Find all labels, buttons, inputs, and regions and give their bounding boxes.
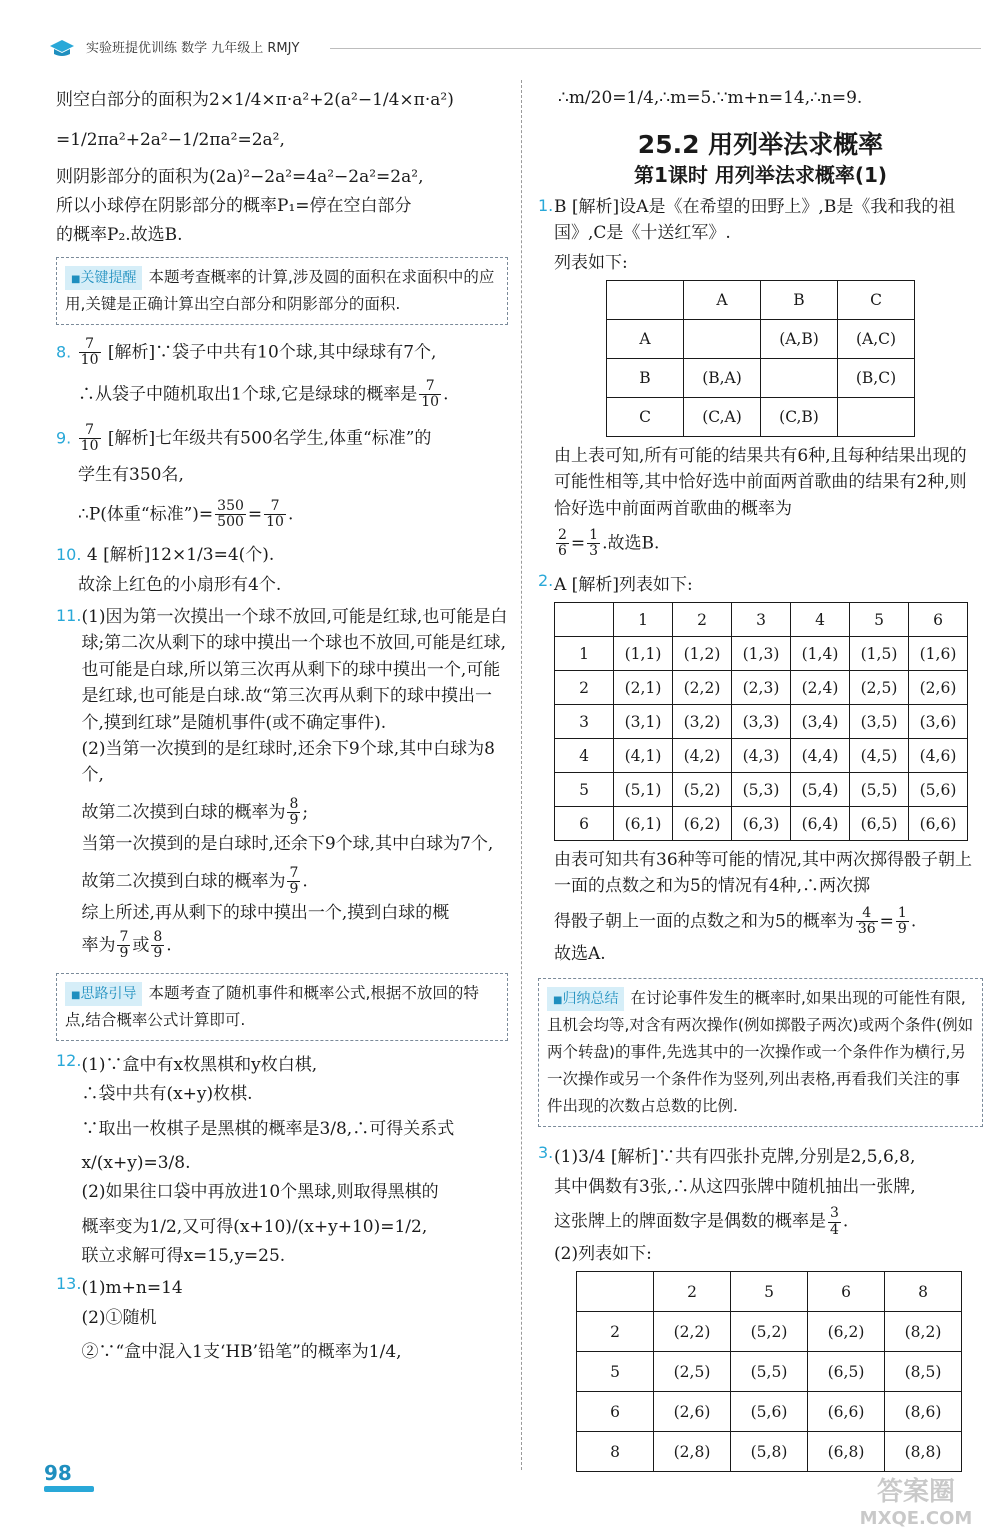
fraction: $\frac{1}{9}$	[897, 904, 907, 938]
text-line: x/(x+y)=3/8.	[81, 1152, 191, 1173]
table-cell: (2,5)	[654, 1352, 731, 1392]
header-rule	[330, 48, 981, 49]
table-cell: 5	[555, 773, 614, 807]
text-line: (2)如果往口袋中再放进10个黑球,则取得黑棋的	[81, 1182, 439, 1203]
question-8: 8. $\frac{7}{10}$ [解析]∵袋子中共有10个球,其中绿球有7个,	[56, 335, 437, 369]
text-line: 其中偶数有3张,∴从这四张牌中随机抽出一张牌,	[554, 1176, 916, 1197]
page-header	[0, 0, 1003, 70]
question-2: 2. A [解析]列表如下: 1 2 3 4 5 6 1 (1,1) (1,2) (1,3) (1,4) (1,5) (1,6) 2 (2,1) (2,2) (2,3) (2,4) (2,5) (2,6) 3 (3,1) (3,2) (3,3) (3,4) (3,5) (3,6) 4 (4,1) (4,2) (4,3) (4,4) (4,5) (4,6) 5 (5,1) (5,2) (5,3) (5,4) (5,5) (5,6) 6 (6,1) (6,2) (6,3) (6,4) (6,5) (6,6) 由表可知共有36种等可能的情况,其中两次掷得骰子朝上一面的点数之和为5的情况有4种,∴两次掷 得骰子朝上一面的点数之和为5的概率为 $\frac{4}{36}$ = $\frac{1}{9}$ . 故选A.	[538, 569, 983, 970]
text-line: 故第二次摸到白球的概率为 $\frac{8}{9}$ ;	[81, 795, 309, 828]
fraction: $\frac{1}{3}$	[589, 526, 599, 560]
page-number-bar	[44, 1486, 94, 1492]
table-cell: (2,2)	[654, 1312, 731, 1352]
table-cell: (5,6)	[731, 1392, 808, 1432]
question-13: 13. (1)m+n=14 (2)①随机 ②∵“盒中混入1支‘HB’铅笔”的概率为1/4,	[56, 1272, 508, 1368]
table-cell: (1,6)	[909, 637, 968, 671]
text-line: 学生有350名,	[78, 465, 184, 486]
section-title: 25.2 用列举法求概率	[637, 130, 884, 160]
text-line: 故涂上红色的小扇形有4个.	[78, 574, 282, 595]
fraction: $\frac{7}{10}$	[266, 497, 284, 531]
text-line: 联立求解可得x=15,y=25.	[81, 1245, 286, 1266]
table-cell: (6,2)	[673, 807, 732, 841]
table-row	[607, 358, 915, 397]
table-cell: 2	[555, 671, 614, 705]
text-line: 故选A.	[554, 943, 606, 964]
fraction: $\frac{2}{6}$	[558, 526, 567, 560]
table-cell: (5,8)	[731, 1432, 808, 1472]
table-cell: (5,1)	[614, 773, 673, 807]
summary-note	[538, 978, 983, 1128]
table-cell	[577, 1272, 654, 1312]
table-cell: 6	[808, 1272, 885, 1312]
table-cell: (5,3)	[732, 773, 791, 807]
table-row	[555, 739, 968, 773]
table-cell: (6,3)	[732, 807, 791, 841]
outcome-table-dice	[554, 602, 968, 841]
table-cell: 6	[577, 1392, 654, 1432]
text-block: (1)因为第一次摸出一个球不放回,可能是红球,也可能是白球;第二次从剩下的球中摸出一个球也不放回,可能是红球,也可能是白球,所以第三次再从剩下的球中摸出一个,可能是红球,也可能是白球.故“第三次再从剩下的球中摸出一个,摸到红球”是随机事件(或不确定事件).	[81, 607, 508, 733]
table-cell: 6	[909, 603, 968, 637]
table-cell: 1	[614, 603, 673, 637]
book-logo-icon	[48, 38, 76, 58]
book-title: 实验班提优训练 数学 九年级上 RMJY	[86, 41, 300, 56]
table-row	[607, 319, 915, 358]
table-cell: 3	[555, 705, 614, 739]
text-line: ∴m/20=1/4,∴m=5.∵m+n=14,∴n=9.	[558, 88, 863, 108]
text-line: 列表如下:	[554, 252, 628, 273]
table-cell: (A,B)	[761, 319, 838, 358]
table-cell	[555, 603, 614, 637]
question-1: 1. B [解析]设A是《在希望的田野上》,B是《我和我的祖国》,C是《十送红军》. 列表如下: A B C A (A,B) (A,C) B (B,A) (B,C) C (C,A) (C,B) 由上表可知,所有可能的结果共有6种,且每种结果出现的可能性相等,其中恰好选中前面两首歌曲的结果有2种,则恰好选中前面两首歌曲的概率为 $\frac{2}{6}$ = $\frac{1}{3}$ .故选B.	[538, 194, 983, 563]
table-cell: 2	[673, 603, 732, 637]
table-row	[577, 1392, 962, 1432]
text-line: ∴P(体重“标准”)= $\frac{350}{500}$ = $\frac{7}{10}$ .	[78, 497, 294, 531]
table-cell: (6,5)	[808, 1352, 885, 1392]
table-cell: (8,6)	[885, 1392, 962, 1432]
text-block: 由表可知共有36种等可能的情况,其中两次掷得骰子朝上一面的点数之和为5的情况有4种,∴两次掷	[554, 850, 973, 897]
table-cell: (2,3)	[732, 671, 791, 705]
table-cell: 3	[732, 603, 791, 637]
table-cell: 4	[791, 603, 850, 637]
table-cell	[684, 319, 761, 358]
table-cell: (B,C)	[838, 358, 915, 397]
table-cell: (4,2)	[673, 739, 732, 773]
table-cell: (4,4)	[791, 739, 850, 773]
note-tag: ■ 思路引导	[65, 982, 142, 1007]
right-column	[538, 75, 983, 1478]
table-row	[555, 637, 968, 671]
table-cell: (B,A)	[684, 358, 761, 397]
note-tag: ■ 归纳总结	[547, 987, 624, 1012]
text-line: ∵取出一枚棋子是黑棋的概率是3/8,∴可得关系式	[81, 1118, 455, 1139]
question-3: 3. (1)3/4 [解析]∵共有四张扑克牌,分别是2,5,6,8, 其中偶数有3张,∴从这四张牌中随机抽出一张牌, 这张牌上的牌面数字是偶数的概率是 $\frac{3}{4}$ . (2)列表如下: 2 5 6 8 2 (2,2) (5,2) (6,2) (8,2) 5 (2,5) (5,5) (6,5) (8,5) 6 (2,6) (5,6) (6,6) (8,6) 8 (2,8) (5,8) (6,8) (8,8)	[538, 1141, 983, 1478]
table-cell: 5	[577, 1352, 654, 1392]
table-cell: (C,A)	[684, 397, 761, 436]
text-line: ∴从袋子中随机取出1个球,它是绿球的概率是 $\frac{7}{10}$ .	[78, 377, 449, 411]
table-cell: (2,6)	[909, 671, 968, 705]
table-cell: (4,5)	[850, 739, 909, 773]
text-line: 率为 $\frac{7}{9}$ 或 $\frac{8}{9}$ .	[81, 928, 172, 962]
table-cell: (2,4)	[791, 671, 850, 705]
text-block: 由上表可知,所有可能的结果共有6种,且每种结果出现的可能性相等,其中恰好选中前面两首歌曲的结果有2种,则恰好选中前面两首歌曲的概率为	[554, 445, 967, 519]
fraction: $\frac{7}{10}$	[80, 421, 99, 454]
outcome-table-cards	[576, 1271, 962, 1472]
text-line: =1/2πa²+2a²−1/2πa²=2a²,	[56, 130, 285, 151]
table-cell: C	[838, 280, 915, 319]
text-line: 则阴影部分的面积为(2a)²−2a²=4a²−2a²=2a²,	[56, 166, 424, 187]
table-cell: (4,1)	[614, 739, 673, 773]
table-row	[555, 705, 968, 739]
table-row	[555, 773, 968, 807]
fraction: $\frac{7}{9}$	[289, 864, 299, 898]
table-cell: 1	[555, 637, 614, 671]
table-cell: (4,6)	[909, 739, 968, 773]
fraction: $\frac{8}{9}$	[289, 795, 299, 828]
table-cell: (6,6)	[909, 807, 968, 841]
table-cell: (1,1)	[614, 637, 673, 671]
question-10: 10. 4 [解析]12×1/3=4(个).	[56, 545, 275, 566]
outcome-table-songs	[606, 280, 915, 437]
table-row	[555, 603, 968, 637]
table-cell: A	[607, 319, 684, 358]
column-divider	[521, 80, 522, 1470]
thinking-guide-note	[56, 973, 508, 1041]
table-cell: 8	[577, 1432, 654, 1472]
table-cell: 2	[654, 1272, 731, 1312]
table-cell	[838, 397, 915, 436]
table-cell: (1,4)	[791, 637, 850, 671]
text-line: A [解析]列表如下:	[554, 574, 693, 595]
table-cell: (A,C)	[838, 319, 915, 358]
table-cell: (6,5)	[850, 807, 909, 841]
text-line: 的概率P₂.故选B.	[56, 225, 183, 246]
table-cell: 2	[577, 1312, 654, 1352]
table-cell: (3,2)	[673, 705, 732, 739]
note-text: 本题考查概率的计算,涉及圆的面积在求面积中的应用,关键是正确计算出空白部分和阴影部分的面积.	[65, 267, 495, 313]
table-cell: (5,2)	[731, 1312, 808, 1352]
fraction: $\frac{7}{9}$	[119, 928, 129, 962]
table-cell: (3,4)	[791, 705, 850, 739]
table-cell: 6	[555, 807, 614, 841]
left-column	[56, 75, 508, 1368]
table-cell: (C,B)	[761, 397, 838, 436]
text-line: (2)①随机	[81, 1307, 157, 1328]
text-line: ②∵“盒中混入1支‘HB’铅笔”的概率为1/4,	[81, 1341, 402, 1362]
text-line: 概率变为1/2,又可得(x+10)/(x+y+10)=1/2,	[81, 1216, 428, 1237]
fraction: $\frac{4}{36}$	[857, 904, 876, 938]
table-cell: (2,1)	[614, 671, 673, 705]
table-cell: (5,5)	[731, 1352, 808, 1392]
table-cell: C	[607, 397, 684, 436]
table-cell: (2,6)	[654, 1392, 731, 1432]
fraction: $\frac{7}{10}$	[80, 335, 99, 369]
table-cell: (2,2)	[673, 671, 732, 705]
watermark-logo-icon	[851, 1466, 981, 1530]
table-cell: 5	[850, 603, 909, 637]
table-row	[555, 671, 968, 705]
table-cell: (3,5)	[850, 705, 909, 739]
table-cell: (6,4)	[791, 807, 850, 841]
table-cell: (5,5)	[850, 773, 909, 807]
svg-text:MXQE.COM: MXQE.COM	[859, 1508, 973, 1529]
table-cell: B	[761, 280, 838, 319]
fraction: $\frac{8}{9}$	[153, 928, 163, 962]
table-cell: (6,2)	[808, 1312, 885, 1352]
table-cell: (6,1)	[614, 807, 673, 841]
table-cell	[607, 280, 684, 319]
note-text: 本题考查了随机事件和概率公式,根据不放回的特点,结合概率公式计算即可.	[65, 983, 479, 1029]
table-cell: 4	[555, 739, 614, 773]
table-cell: 5	[731, 1272, 808, 1312]
table-cell: (1,2)	[673, 637, 732, 671]
svg-text:答案圈: 答案圈	[876, 1477, 956, 1507]
text-line: 则空白部分的面积为2×1/4×π·a²+2(a²−1/4×π·a²)	[56, 90, 454, 110]
table-row	[577, 1272, 962, 1312]
table-cell: (2,8)	[654, 1432, 731, 1472]
note-tag: ■ 关键提醒	[65, 266, 142, 291]
table-cell: (3,6)	[909, 705, 968, 739]
table-cell: (8,8)	[885, 1432, 962, 1472]
table-cell: (2,5)	[850, 671, 909, 705]
table-cell: (5,6)	[909, 773, 968, 807]
table-cell: (8,5)	[885, 1352, 962, 1392]
table-cell: (1,5)	[850, 637, 909, 671]
fraction: $\frac{3}{4}$	[830, 1205, 839, 1238]
table-row	[577, 1352, 962, 1392]
question-11: 11. (1)因为第一次摸出一个球不放回,可能是红球,也可能是白球;第二次从剩下的球中摸出一个球也不放回,可能是红球,也可能是白球,所以第三次再从剩下的球中摸出一个,可能是红球,也可能是白球.故“第三次再从剩下的球中摸出一个,摸到红球”是随机事件(或不确定事件). (2)当第一次摸到的是红球时,还余下9个球,其中白球为8个, 故第二次摸到白球的概率为 $\frac{8}{9}$ ; 当第一次摸到的是白球时,还余下9个球,其中白球为7个, 故第二次摸到白球的概率为 $\frac{7}{9}$ . 综上所述,再从剩下的球中摸出一个,摸到白球的概 率为 $\frac{7}{9}$ 或 $\frac{8}{9}$ .	[56, 606, 508, 962]
question-9: 9. $\frac{7}{10}$ [解析]七年级共有500名学生,体重“标准”的	[56, 421, 432, 454]
page-number: 98	[44, 1461, 72, 1485]
text-line: (2)列表如下:	[554, 1243, 652, 1264]
text-line: (1)∵盒中有x枚黑棋和y枚白棋,	[81, 1054, 318, 1075]
text-line: 得骰子朝上一面的点数之和为5的概率为 $\frac{4}{36}$ = $\frac{1}{9}$ .	[554, 904, 917, 938]
question-12: 12. (1)∵盒中有x枚黑棋和y枚白棋, ∴袋中共有(x+y)枚棋. ∵取出一枚棋子是黑棋的概率是3/8,∴可得关系式 x/(x+y)=3/8. (2)如果往口袋中再放进10个黑球,则取得黑棋的 概率变为1/2,又可得(x+10)/(x+y+10)=1/2, 联立求解可得x=15,y=25.	[56, 1049, 508, 1272]
text-line: (1)3/4 [解析]∵共有四张扑克牌,分别是2,5,6,8,	[554, 1147, 916, 1168]
table-cell: (5,4)	[791, 773, 850, 807]
key-reminder-note	[56, 257, 508, 325]
table-cell: 8	[885, 1272, 962, 1312]
text-line: 这张牌上的牌面数字是偶数的概率是 $\frac{3}{4}$ .	[554, 1205, 849, 1238]
text-line: $\frac{2}{6}$ = $\frac{1}{3}$ .故选B.	[558, 526, 660, 560]
table-cell: (6,8)	[808, 1432, 885, 1472]
lesson-title: 第1课时 用列举法求概率(1)	[633, 162, 888, 187]
fraction: $\frac{7}{10}$	[421, 377, 440, 411]
table-cell: (3,3)	[732, 705, 791, 739]
text-block: 当第一次摸到的是白球时,还余下9个球,其中白球为7个,	[81, 834, 494, 855]
text-block: B [解析]设A是《在希望的田野上》,B是《我和我的祖国》,C是《十送红军》.	[554, 196, 956, 244]
table-cell: (5,2)	[673, 773, 732, 807]
table-row	[607, 397, 915, 436]
table-cell	[761, 358, 838, 397]
text-line: 故第二次摸到白球的概率为 $\frac{7}{9}$ .	[81, 864, 308, 898]
text-line: (1)m+n=14	[81, 1278, 183, 1299]
text-line: 所以小球停在阴影部分的概率P₁=停在空白部分	[56, 196, 412, 217]
text-line: ∴袋中共有(x+y)枚棋.	[81, 1084, 253, 1105]
table-cell: (3,1)	[614, 705, 673, 739]
table-cell: B	[607, 358, 684, 397]
text-line: 综上所述,再从剩下的球中摸出一个,摸到白球的概	[81, 903, 450, 924]
table-cell: (8,2)	[885, 1312, 962, 1352]
table-row	[577, 1312, 962, 1352]
table-row	[607, 280, 915, 319]
table-cell: (6,6)	[808, 1392, 885, 1432]
table-cell: A	[684, 280, 761, 319]
note-text: 在讨论事件发生的概率时,如果出现的可能性有限,且机会均等,对含有两次操作(例如掷骰子两次)或两个条件(例如两个转盘)的事件,先选其中的一次操作或一个条件作为横行,另一次操作或另一个条件作为竖列,列出表格,再看我们关注的事件出现的次数占总数的比例.	[547, 988, 974, 1116]
table-cell: (4,3)	[732, 739, 791, 773]
fraction: $\frac{350}{500}$	[217, 497, 244, 531]
text-block: (2)当第一次摸到的是红球时,还余下9个球,其中白球为8个,	[81, 738, 495, 786]
table-row	[555, 807, 968, 841]
table-cell: (1,3)	[732, 637, 791, 671]
